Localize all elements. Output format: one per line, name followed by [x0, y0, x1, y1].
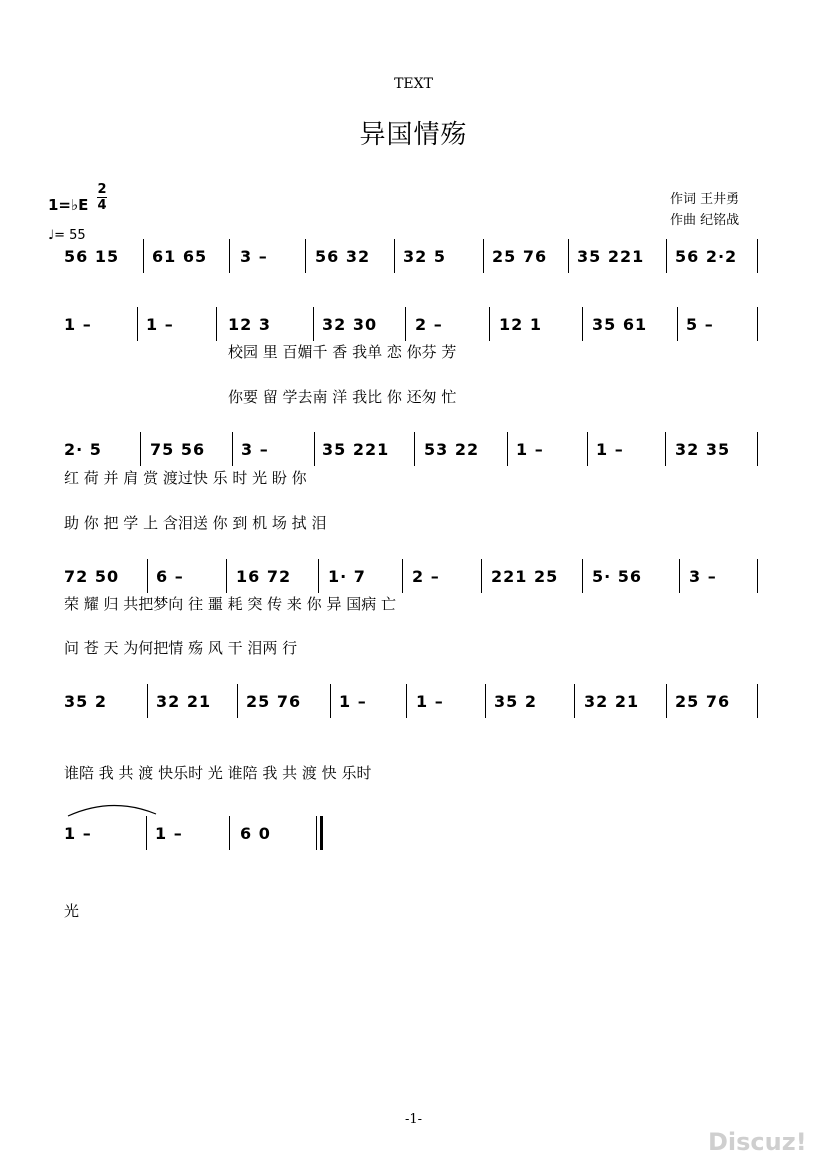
lyric-line: 荣 耀 归 共把梦向 往 噩 耗 突 传 来 你 异 国病 亡: [64, 595, 396, 613]
notation-row-4: [0, 565, 827, 591]
measure-7: 35 61: [592, 315, 648, 334]
measure-6: 25 76: [492, 247, 548, 266]
barline: [507, 432, 508, 466]
slur-tie: [64, 800, 164, 820]
barline: [147, 559, 148, 593]
lyric-row-8: [0, 900, 827, 920]
measure-4: 1 –: [339, 692, 367, 711]
barline: [582, 559, 583, 593]
measure-7: 35 221: [577, 247, 645, 266]
barline: [483, 239, 484, 273]
barline: [582, 307, 583, 341]
measure-5: 32 5: [403, 247, 446, 266]
barline: [485, 684, 486, 718]
lyric-row-4: [0, 512, 827, 532]
barline: [305, 239, 306, 273]
measure-5: 2 –: [415, 315, 443, 334]
barline: [587, 432, 588, 466]
notation-row-6: [0, 822, 827, 848]
measure-7: 5· 56: [592, 567, 643, 586]
measure-3: 3 –: [240, 247, 268, 266]
lyric-row-1: [0, 341, 827, 361]
lyric-row-6: [0, 637, 827, 657]
measure-3: 16 72: [236, 567, 292, 586]
time-signature-top: 2: [97, 182, 107, 197]
notation-row-2: [0, 313, 827, 339]
measure-8: 3 –: [689, 567, 717, 586]
measure-1: 56 15: [64, 247, 120, 266]
measure-2: 32 21: [156, 692, 212, 711]
barline: [414, 432, 415, 466]
barline: [757, 684, 758, 718]
barline: [394, 239, 395, 273]
measure-8: 56 2·2: [675, 247, 738, 266]
measure-3: 12 3: [228, 315, 271, 334]
barline: [757, 432, 758, 466]
notation-row-5: [0, 690, 827, 716]
barline: [665, 432, 666, 466]
measure-2: 61 65: [152, 247, 208, 266]
barline: [143, 239, 144, 273]
lyric-line: 助 你 把 学 上 含泪送 你 到 机 场 拭 泪: [64, 514, 327, 532]
measure-6: 35 2: [494, 692, 537, 711]
barline: [481, 559, 482, 593]
measure-2: 1 –: [155, 824, 183, 843]
barline: [489, 307, 490, 341]
lyricist-credit: 作词 王井勇: [670, 192, 740, 207]
measure-7: 1 –: [596, 440, 624, 459]
barline: [666, 239, 667, 273]
barline: [147, 684, 148, 718]
composer-credit: 作曲 纪铭战: [670, 213, 740, 228]
measure-6: 1 –: [516, 440, 544, 459]
barline: [568, 239, 569, 273]
measure-1: 72 50: [64, 567, 120, 586]
measure-8: 25 76: [675, 692, 731, 711]
barline: [679, 559, 680, 593]
barline: [313, 307, 314, 341]
measure-1: 35 2: [64, 692, 107, 711]
measure-1: 1 –: [64, 315, 92, 334]
header-label: TEXT: [394, 76, 433, 92]
measure-4: 56 32: [315, 247, 371, 266]
song-title: 异国情殇: [359, 120, 468, 150]
measure-4: 32 30: [322, 315, 378, 334]
lyric-row-5: [0, 593, 827, 613]
barline: [232, 432, 233, 466]
tempo-mark: ♩= 55: [48, 228, 86, 243]
measure-4: 35 221: [322, 440, 390, 459]
barline: [757, 559, 758, 593]
lyric-line: 你要 留 学去南 洋 我比 你 还匆 忙: [228, 388, 457, 406]
measure-1: 1 –: [64, 824, 92, 843]
time-signature: [97, 182, 107, 213]
measure-5: 2 –: [412, 567, 440, 586]
lyric-line: 红 荷 并 肩 赏 渡过快 乐 时 光 盼 你: [64, 469, 307, 487]
lyric-line: 校园 里 百媚千 香 我单 恋 你芬 芳: [228, 343, 457, 361]
measure-7: 32 21: [584, 692, 640, 711]
page-number: -1-: [404, 1112, 423, 1127]
measure-5: 1 –: [416, 692, 444, 711]
barline: [574, 684, 575, 718]
barline: [237, 684, 238, 718]
barline: [146, 816, 147, 850]
measure-3: 6 0: [240, 824, 271, 843]
measure-4: 1· 7: [328, 567, 366, 586]
barline: [405, 307, 406, 341]
lyric-line: 问 苍 天 为何把情 殇 风 干 泪两 行: [64, 639, 298, 657]
barline: [757, 307, 758, 341]
barline: [140, 432, 141, 466]
barline: [757, 239, 758, 273]
notation-row-3: [0, 438, 827, 464]
barline: [229, 239, 230, 273]
lyric-line: 光: [64, 902, 80, 920]
barline: [137, 307, 138, 341]
barline: [677, 307, 678, 341]
barline: [226, 559, 227, 593]
final-barline-thick: [320, 816, 323, 850]
measure-6: 12 1: [499, 315, 542, 334]
barline: [406, 684, 407, 718]
lyric-line: 谁陪 我 共 渡 快乐时 光 谁陪 我 共 渡 快 乐时: [64, 764, 372, 782]
key-signature: 1=♭E: [48, 196, 89, 214]
lyric-row-3: [0, 467, 827, 487]
barline: [229, 816, 230, 850]
notation-row-1: [0, 245, 827, 271]
barline: [314, 432, 315, 466]
measure-2: 75 56: [150, 440, 206, 459]
final-barline-thin: [316, 816, 317, 850]
measure-8: 5 –: [686, 315, 714, 334]
barline: [318, 559, 319, 593]
measure-5: 53 22: [424, 440, 480, 459]
watermark-logo: Discuz!: [708, 1128, 807, 1156]
time-signature-bottom: 4: [97, 198, 107, 213]
barline: [666, 684, 667, 718]
barline: [216, 307, 217, 341]
measure-2: 6 –: [156, 567, 184, 586]
lyric-row-2: [0, 386, 827, 406]
measure-2: 1 –: [146, 315, 174, 334]
barline: [402, 559, 403, 593]
measure-8: 32 35: [675, 440, 731, 459]
lyric-row-7: [0, 762, 827, 782]
barline: [330, 684, 331, 718]
measure-6: 221 25: [491, 567, 559, 586]
measure-3: 25 76: [246, 692, 302, 711]
measure-3: 3 –: [241, 440, 269, 459]
measure-1: 2· 5: [64, 440, 102, 459]
